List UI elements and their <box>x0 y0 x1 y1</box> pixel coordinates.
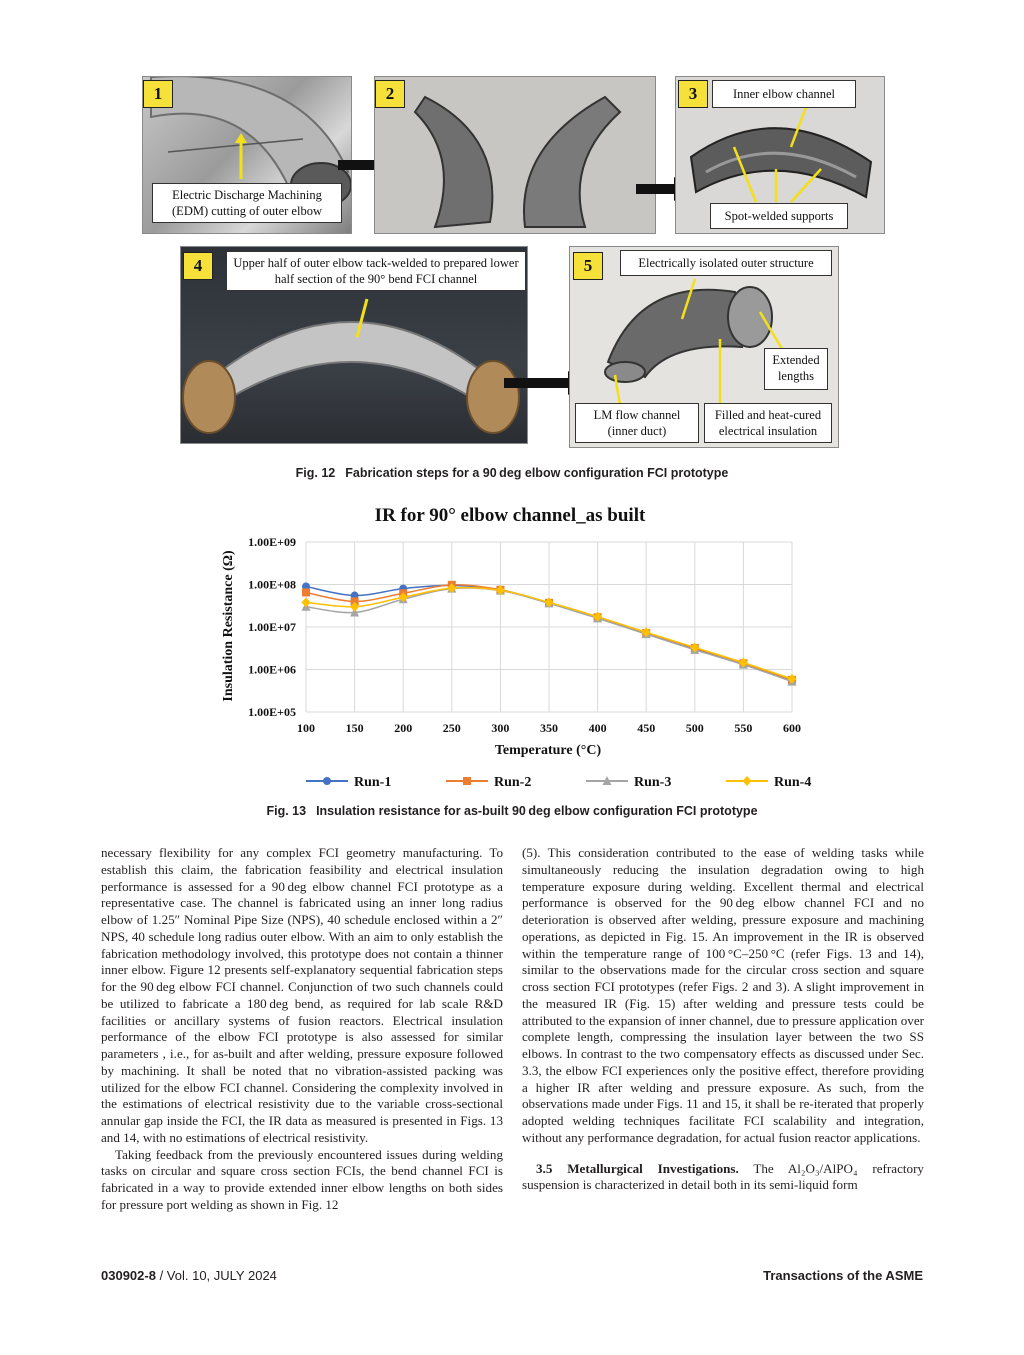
panel-2-photo <box>374 76 656 234</box>
panel-4-label: Upper half of outer elbow tack-welded to prepared lower half section of the 90° bend FCI channel <box>226 251 526 291</box>
elbow-halves-photo <box>375 77 655 233</box>
left-paragraph-1: necessary flexibility for any complex FCI geometry manufacturing. To establish this claim, the fabrication feasibility and electrical insulation performance is assessed for a 90 deg elbow channel FCI prototype as a representative case. The channel is fabricated using an inner long radius elbow of 1.25″ Nominal Pipe Size (NPS), 40 schedule enclosed within a 2″ NPS, 40 schedule long radius outer elbow. With an aim to only establish the fabrication methodology involved, this prototype does not contain a thinner inner elbow. Figure 12 presents self-explanatory sequential fabrication steps for the 90 deg elbow FCI channel. Conjunction of two such channels could be utilized to fabricate a 180 deg bend, as required for lab scale R&D facilities or ancillary systems of fusion reactors. Electrical insulation performance of the elbow FCI prototype is also assessed for similar parameters , i.e., for as-built and after welding, pressure exposure followed by machining. It shall be noted that no vibration-assisted packing was utilized for the elbow FCI channel. Considering the complexity involved in the estimations of electrical resistivity due to the variable cross-sectional annular gap inside the FCI, the IR data as measured is presented in Figs. 13 and 14, with no estimations of electrical resistivity. <box>101 845 503 1145</box>
x-tick-label: 500 <box>685 721 704 735</box>
legend-marker-run-2 <box>463 777 471 785</box>
page-number: 030902-8 <box>101 1268 156 1283</box>
panel-5-label-insulation: Filled and heat-cured electrical insulation <box>704 403 832 443</box>
left-text-column <box>101 845 503 1214</box>
journal-name: Transactions of the ASME <box>763 1268 923 1283</box>
x-tick-label: 300 <box>491 721 510 735</box>
chart-gridlines <box>306 542 792 712</box>
x-tick-label: 100 <box>297 721 315 735</box>
x-tick-label: 450 <box>637 721 656 735</box>
y-tick-label: 1.00E+06 <box>248 662 296 677</box>
x-tick-label: 250 <box>442 721 461 735</box>
legend-label-run-3: Run-3 <box>634 775 672 790</box>
x-tick-label: 350 <box>540 721 558 735</box>
chart-title: IR for 90° elbow channel_as built <box>374 505 646 526</box>
data-point-run-4 <box>302 597 311 607</box>
figure-12-caption-label: Fig. 12 <box>295 466 336 480</box>
y-tick-label: 1.00E+08 <box>248 577 296 592</box>
panel-1-number: 1 <box>143 80 173 108</box>
panel-5-label-outer-structure: Electrically isolated outer structure <box>620 250 832 276</box>
step-arrow-4-5 <box>504 378 570 388</box>
panel-5-label-extended-lengths: Extended lengths <box>764 348 828 390</box>
right-text-column <box>522 845 924 1194</box>
chart-x-axis-label: Temperature (°C) <box>494 743 602 758</box>
right-paragraph-2: The Al₂O₃/AlPO₄ refractory suspension is characterized in detail both in its semi-liquid form <box>522 1160 924 1193</box>
x-tick-label: 150 <box>345 721 364 735</box>
step-arrow-1-2 <box>338 160 376 170</box>
legend-marker-run-1 <box>323 777 331 785</box>
figure-12-caption-text: Fabrication steps for a 90 deg elbow configuration FCI prototype <box>345 466 729 480</box>
panel-4-number: 4 <box>183 252 213 280</box>
x-tick-label: 200 <box>394 721 413 735</box>
panel-1-label: Electric Discharge Machining (EDM) cutting of outer elbow <box>152 183 342 223</box>
panel-2-number: 2 <box>375 80 405 108</box>
right-paragraph-1: (5). This consideration contributed to the ease of welding tasks while simultaneously reducing the insulation degradation owing to high temperature exposure during welding. Excellent thermal and electrical performance is observed for the 90 deg elbow channel FCI and no deterioration is observed after welding, pressure exposure and machining operations, as depicted in Fig. 15. An improvement in the IR is observed within the temperature range of 100 °C–250 °C (refer Figs. 13 and 14), similar to the observations made for the circular cross section and square cross section FCI prototypes (refer Figs. 2 and 3). A slight improvement in the measured IR (Fig. 15) after welding and pressure tests could be attributed to the expansion of inner channel, due to pressure application over complete length, compressing the insulation layer between the two SS elbows. In contrast to the two compensatory effects as discussed under Sec. 3.3, the elbow FCI experiences only the positive effect, therefore providing a higher IR after welding and pressure exposure. As such, from the observations made under Figs. 11 and 15, it shall be re-iterated that properly adopted welding techniques facilitate FCI scalability and integration, without any performance degradation, for actual fusion reactor applications. <box>522 845 924 1145</box>
y-tick-label: 1.00E+09 <box>248 535 296 549</box>
panel-3-label-inner-elbow: Inner elbow channel <box>712 80 856 108</box>
y-tick-label: 1.00E+07 <box>248 620 296 634</box>
left-paragraph-2: Taking feedback from the previously encountered issues during welding tasks on circular and square cross section FCIs, the bend channel FCI is fabricated in a way to provide extended inner elbow lengths on both sides for pressure port welding as shown in Fig. 12 <box>101 1146 503 1212</box>
legend-label-run-2: Run-2 <box>494 775 532 790</box>
x-tick-label: 400 <box>588 721 607 735</box>
panel-5-label-lm-flow: LM flow channel (inner duct) <box>575 403 699 443</box>
figure-13-caption-text: Insulation resistance for as-built 90 deg elbow configuration FCI prototype <box>316 804 758 818</box>
step-arrow-2-3 <box>636 184 676 194</box>
x-tick-label: 600 <box>783 721 801 735</box>
chart-legend <box>306 775 811 790</box>
chart-axes <box>248 535 801 735</box>
footer-left <box>101 1268 277 1283</box>
data-point-run-2 <box>302 588 310 596</box>
section-heading: 3.5 Metallurgical Investigations. <box>536 1160 739 1176</box>
chart-y-axis-label: Insulation Resistance (Ω) <box>221 550 236 702</box>
legend-label-run-4: Run-4 <box>774 775 812 790</box>
figure-12-caption <box>0 466 1024 480</box>
figure-13-caption-label: Fig. 13 <box>266 804 307 818</box>
legend-marker-run-4 <box>743 776 752 786</box>
x-tick-label: 550 <box>734 721 753 735</box>
volume-info: / Vol. 10, JULY 2024 <box>159 1268 277 1283</box>
panel-3-number: 3 <box>678 80 708 108</box>
y-tick-label: 1.00E+05 <box>248 705 296 719</box>
legend-label-run-1: Run-1 <box>354 775 392 790</box>
figure-13-caption <box>0 804 1024 818</box>
figure-13-chart <box>210 498 820 798</box>
panel-5-number: 5 <box>573 252 603 280</box>
panel-3-label-supports: Spot-welded supports <box>710 203 848 229</box>
